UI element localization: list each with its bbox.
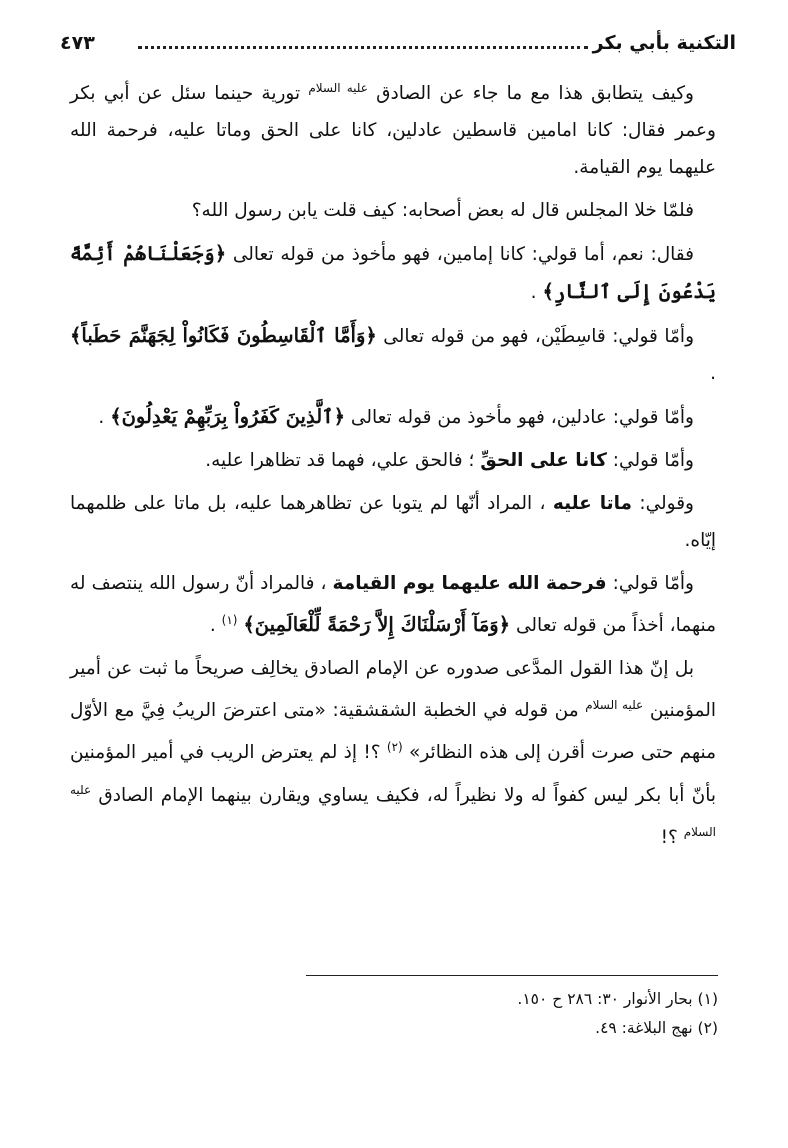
paragraph-8-text-a: وأمّا قولي: <box>612 573 694 595</box>
paragraph-3-text-a: فقال: نعم، أما قولي: كانا إمامين، فهو مأخوذ من قوله تعالى <box>232 244 694 266</box>
running-header <box>60 28 736 58</box>
paragraph-3-text-b: . <box>530 282 537 304</box>
paragraph-5 <box>70 398 716 436</box>
paragraph-4 <box>70 317 716 392</box>
paragraph-4-text-a: وأمّا قولي: قاسِطَيْن، فهو من قوله تعالى <box>383 326 694 348</box>
footnotes <box>70 985 718 1043</box>
header-dotted-leader <box>138 46 588 49</box>
paragraph-9 <box>70 650 716 856</box>
paragraph-9-text-d: ؟! <box>660 826 678 848</box>
quran-verse: ﴿ٱلَّذِينَ كَفَرُواْ بِرَبِّهِمْ يَعْدِلُونَ﴾ <box>110 405 346 429</box>
main-text <box>70 70 716 862</box>
paragraph-7-text-a: وقولي: <box>639 493 694 515</box>
footnote-2: (٢) نهج البلاغة: ٤٩. <box>595 1019 718 1037</box>
sermon-quote: «متى اعترضَ الريبُ فِيَّ مع الأوّل منهم حتى صرت أقرن إلى هذه النظائر» <box>70 700 716 764</box>
paragraph-7-bold: ماتا عليه <box>552 493 632 515</box>
paragraph-3 <box>70 235 716 311</box>
paragraph-5-text-b: . <box>98 407 105 429</box>
paragraph-1-text-a: وكيف يتطابق هذا مع ما جاء عن الصادق <box>376 83 694 105</box>
paragraph-2-text: فلمّا خلا المجلس قال له بعض أصحابه: كيف قلت يابن رسول الله؟ <box>191 200 694 222</box>
footnote-separator <box>306 975 718 976</box>
paragraph-1-text-b: تورية حينما سئل عن أبي بكر وعمر فقال: كانا امامين قاسطين عادلين، كانا على الحق وماتا عليه، فرحمة الله عليهما يوم القيامة. <box>70 83 716 179</box>
paragraph-6-text-a: وأمّا قولي: <box>612 450 694 472</box>
paragraph-6-text-b: ؛ فالحق علي، فهما قد تظاهرا عليه. <box>205 450 475 472</box>
footnote-1: (١) بحار الأنوار ٣٠: ٢٨٦ ح ١٥٠. <box>517 990 718 1008</box>
footnote-ref-1[interactable]: (١) <box>221 613 238 628</box>
paragraph-1 <box>70 70 716 186</box>
paragraph-7 <box>70 485 716 559</box>
page-number: ٤٧٣ <box>60 32 95 54</box>
paragraph-6 <box>70 442 716 479</box>
paragraph-8-bold: فرحمة الله عليهما يوم القيامة <box>332 573 607 595</box>
paragraph-6-bold: كانا على الحقِّ <box>480 450 607 472</box>
paragraph-7-text-b: ، المراد أنّها لم يتوبا عن تظاهرهما عليه، بل ماتا على ظلمهما إيّاه. <box>70 493 716 552</box>
header-title: التكنية بأبي بكر <box>592 32 736 54</box>
quran-verse: ﴿وَجَعَلْنَاهُمْ أَئِمَّةً يَدْعُونَ إِلَى ٱلنَّارِ﴾ <box>70 242 716 304</box>
quran-verse: ﴿وَأَمَّا ٱلْقَاسِطُونَ فَكَانُواْ لِجَهَنَّمَ حَطَباً﴾ <box>70 324 377 348</box>
paragraph-5-text-a: وأمّا قولي: عادلين، فهو مأخوذ من قوله تعالى <box>350 407 694 429</box>
paragraph-9-text-a: بل إنّ هذا القول المدَّعى صدوره عن الإمام الصادق يخالِف صريحاً ما ثبت عن أمير المؤمنين <box>70 658 716 722</box>
paragraph-9-text-b: من قوله في الخطبة الشقشقية: <box>332 700 579 722</box>
honorific-symbol: عليه السلام <box>70 782 716 839</box>
paragraph-2 <box>70 192 716 229</box>
paragraph-8 <box>70 565 716 644</box>
honorific-symbol: عليه السلام <box>308 81 368 95</box>
paragraph-9-text-c: ؟! إذ لم يعترض الريب في أمير المؤمنين بأنّ أبا بكر ليس كفواً له ولا نظيراً له، فكيف يساوي ويقارن بينهما الإمام الصادق <box>70 742 716 806</box>
paragraph-8-text-c: . <box>209 615 216 637</box>
paragraph-8-text-b: ، فالمراد أنّ رسول الله ينتصف له منهما، أخذاً من قوله تعالى <box>70 573 716 637</box>
footnote-ref-2[interactable]: (٢) <box>386 740 403 755</box>
paragraph-4-text-b: . <box>710 363 716 385</box>
honorific-symbol: عليه السلام <box>585 698 644 713</box>
quran-verse: ﴿وَمَآ أَرْسَلْنَاكَ إِلاَّ رَحْمَةً لِّلْعَالَمِينَ﴾ <box>243 613 511 637</box>
